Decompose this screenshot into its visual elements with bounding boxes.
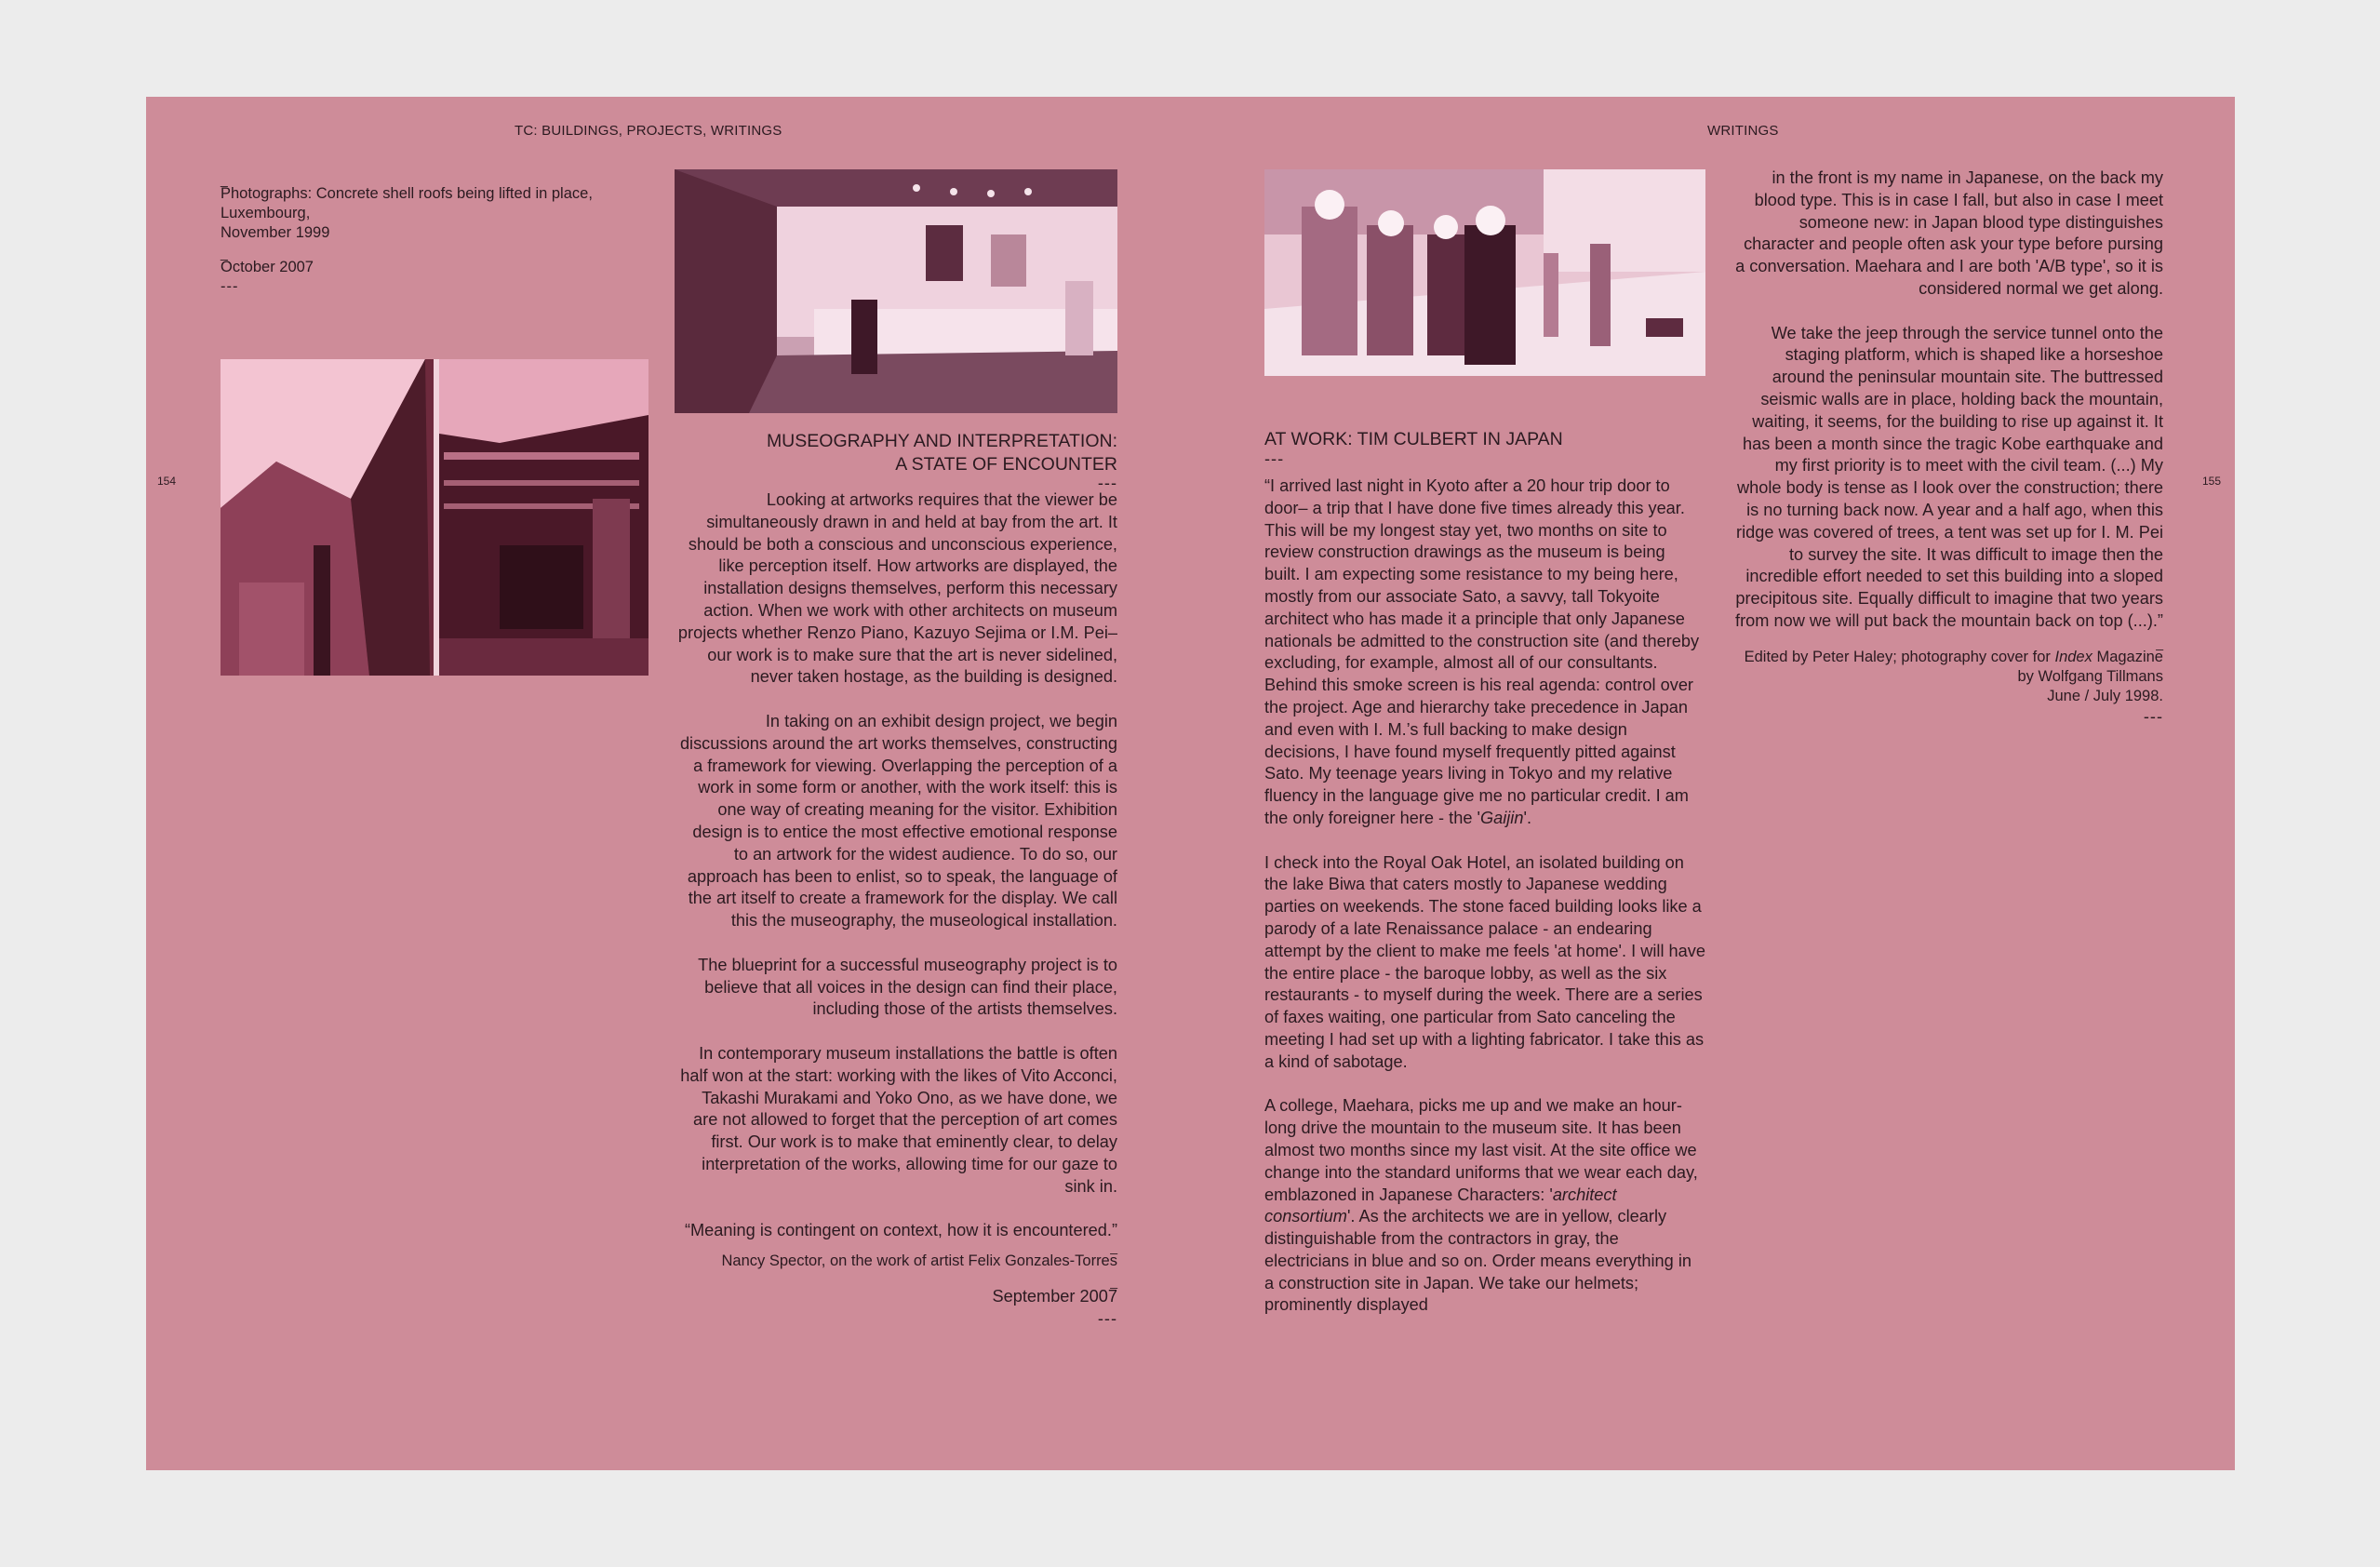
japan-cont-paragraph-2: We take the jeep through the service tunnel onto the staging platform, which is shaped like a horseshoe around the peninsular mountain site. The buttressed seismic walls are in place, holding back the mountain, waiting, it seems, for the building to rise up against it. It has been a month since the tragic Kobe earthquake and my first priority is to meet with the civil team. (...) My whole body is tense as I look over the construction; there is no turning back now. A year and a half ago, when this ridge was covered of trees, a tent was set up for I. M. Pei to survey the site. It was difficult to image then the incredible effort needed to set this building into a sloped precipitous site. Equally difficult to imagine that two years from now we will put back the mountain back on top (...).” — [1735, 323, 2163, 630]
museography-quote: “Meaning is contingent on context, how it is encountered.” — [684, 1221, 1117, 1240]
museography-paragraph-3: The blueprint for a successful museography project is to believe that all voices in the design can find their place, including those of the artists themselves. — [698, 955, 1117, 1019]
museography-title-line-1: MUSEOGRAPHY AND INTERPRETATION: — [766, 431, 1117, 451]
credit-date: June / July 1998. — [2047, 687, 2163, 704]
caption-rule: --- — [221, 278, 239, 295]
construction-interior-photo — [221, 359, 648, 676]
japan-paragraph-1: “I arrived last night in Kyoto after a 20 hour trip door to door– a trip that I have done five times already this year. This will be my longest stay yet, two months on site to review construction drawings as the museum is being built. I am expecting some resistance to my being here, mostly from our associate Sato, a savvy, tall Tokyoite architect who has made it a principle that only Japanese nationals be admitted to the construction site (and thereby excluding, for example, almost all of our consultants. Behind this smoke screen is his real agenda: control over the project. Age and hierarchy take precedence in Japan and even with I. M.’s full backing to make design decisions, I have found myself frequently pitted against Sato. My teenage years living in Tokyo and my relative fluency in the language give me no particular credit. I am the only foreigner here - the 'Gaijin'. — [1264, 476, 1700, 827]
caption-line-1: Photographs: Concrete shell roofs being lifted in place, — [221, 185, 593, 202]
museography-paragraph-1: Looking at artworks requires that the viewer be simultaneously drawn in and held at bay from the art. It should be both a conscious and unconscious experience, like perception itself. How artworks are displayed, the installation designs themselves, perform this necessary action. When we work with other architects on museum projects whether Renzo Piano, Kazuyo Sejima or I.M. Pei– our work is to make sure that the art is never sidelined, never taken hostage, as the building is designed. — [677, 490, 1117, 687]
gallery-installation-photo — [675, 169, 1117, 413]
page-number-left: 154 — [157, 475, 177, 488]
japan-title-rule: --- — [1264, 449, 1285, 468]
museography-end-rule: --- — [1097, 1308, 1117, 1328]
japan-title: AT WORK: TIM CULBERT IN JAPAN — [1264, 429, 1563, 449]
museography-title-line-2: A STATE OF ENCOUNTER — [895, 454, 1117, 475]
running-head-right: WRITINGS — [1707, 123, 1779, 139]
museography-paragraph-4: In contemporary museum installations the battle is often half won at the start: working with the likes of Vito Acconci, Takashi Murakami and Yoko Ono, as we have done, we are not allowed to forget that the perception of art comes first. Our work is to make that eminently clear, to delay interpretation of the works, allowing time for our gaze to sink in. — [680, 1043, 1117, 1196]
caption-line-2: Luxembourg, — [221, 205, 311, 221]
caption-line-3: November 1999 — [221, 224, 330, 241]
site-visit-hardhats-photo — [1264, 169, 1705, 376]
museography-date: September 2007 — [992, 1287, 1117, 1306]
running-head-left: TC: BUILDINGS, PROJECTS, WRITINGS — [515, 123, 782, 139]
japan-continued-column: in the front is my name in Japanese, on the back my blood type. This is in case I fall, but also in case I meet someone new: in Japan blood type distinguishes character and people often ask your type before pursing a conversation. Maehara and I are both 'A/B type', so it is considered normal we get along. We take the jeep through the service tunnel onto the staging platform, which is shaped like a horseshoe around the peninsular mountain site. The buttressed seismic walls are in place, holding back the mountain, waiting, it seems, for the building to rise up against it. It has been a month since the tragic Kobe earthquake and my first priority is to meet with the civil team. (...) My whole body is tense as I look over the construction; there is no turning back now. A year and a half ago, when this ridge was covered of trees, a tent was set up for I. M. Pei to survey the site. It was difficult to image then the incredible effort needed to set this building into a sloped precipitous site. Equally difficult to imagine that two years from now we will put back the mountain back on top (...).” _ Edited by Peter Haley; photography cover for Index Magazine by Wolfgang Tillmans June / July 1998. --- — [1732, 167, 2163, 729]
japan-column — [1264, 428, 1705, 1339]
museography-column: MUSEOGRAPHY AND INTERPRETATION: A STATE OF ENCOUNTER --- Looking at artworks requires that the viewer be simultaneously drawn in and held at bay from the art. It should be both a conscious and unconscious experience, like perception itself. How artworks are displayed, the installation designs themselves, perform this necessary action. When we work with other architects on museum projects whether Renzo Piano, Kazuyo Sejima or I.M. Pei– our work is to make sure that the art is never sidelined, never taken hostage, as the building is designed. In taking on an exhibit design project, we begin discussions around the art works themselves, constructing a framework for viewing. Overlapping the perception of a work in some form or another, with the work itself: this is one way of creating meaning for the visitor. Exhibition design is to entice the most effective emotional response to an artwork for the widest audience. To do so, our approach has been to enlist, so to speak, the language of the art itself to create a framework for the display. We call this the museography, the museological installation. The blueprint for a successful museography project is to believe that all voices in the design can find their place, including those of the artists themselves. In contemporary museum installations the battle is often half won at the start: working with the likes of Vito Acconci, Takashi Murakami and Yoko Ono, as we have done, we are not allowed to forget that the perception of art comes first. Our work is to make that eminently clear, to delay interpretation of the works, allowing time for our gaze to sink in. “Meaning is contingent on context, how it is encountered.” _ Nancy Spector, on the work of artist Felix Gonzales-Torres _ September 2007 --- — [675, 430, 1117, 1331]
japan-paragraph-3: A college, Maehara, picks me up and we make an hour-long drive the mountain to the museum site. It has been almost two months since my last visit. At the site office we change into the standard uniforms that we wear each day, emblazoned in Japanese Characters: 'architect consortium'. As the architects we are in yellow, clearly distinguishable from the contractors in gray, the electricians in blue and so on. Order means everything in a construction site in Japan. We take our helmets; prominently displayed — [1264, 1096, 1698, 1315]
museography-paragraph-2: In taking on an exhibit design project, we begin discussions around the art works themselves, constructing a framework for viewing. Overlapping the perception of a work in some form or another, with the work itself: this is one way of creating meaning for the visitor. Exhibition design is to entice the most effective emotional response to an artwork for the widest audience. To do so, our approach has been to enlist, so to speak, the language of the art itself to create a framework for the display. We call this the museography, the museological installation. — [679, 711, 1117, 931]
photo-caption: _ Photographs: Concrete shell roofs being lifted in place, Luxembourg, November 1999 _ October 2007 --- — [221, 175, 630, 297]
japan-cont-paragraph-1: in the front is my name in Japanese, on the back my blood type. This is in case I fall, but also in case I meet someone new: in Japan blood type distinguishes character and people often ask your type before pursing a conversation. Maehara and I are both 'A/B type', so it is considered normal we get along. — [1735, 168, 2163, 298]
book-spread — [146, 97, 2235, 1470]
japan-paragraph-2: I check into the Royal Oak Hotel, an isolated building on the lake Biwa that caters mostly to Japanese wedding parties on weekends. The stone faced building looks like a parody of a late Renaissance palace - an endearing attempt by the client to make me feels 'at home'. I will have the entire place - the baroque lobby, as well as the six restaurants - to myself during the week. There are a series of faxes waiting, one particular from Sato canceling the meeting I had set up with a lighting fabricator. I take this as a kind of sabotage. — [1264, 852, 1705, 1071]
quote-attribution: Nancy Spector, on the work of artist Felix Gonzales-Torres — [721, 1252, 1117, 1270]
japan-end-rule: --- — [2143, 706, 2163, 726]
page-number-right: 155 — [2202, 475, 2222, 488]
museography-title-rule: --- — [1097, 474, 1117, 492]
photo-credit: Edited by Peter Haley; photography cover for Index Magazine by Wolfgang Tillmans — [1744, 648, 2163, 685]
caption-date: October 2007 — [221, 259, 314, 275]
